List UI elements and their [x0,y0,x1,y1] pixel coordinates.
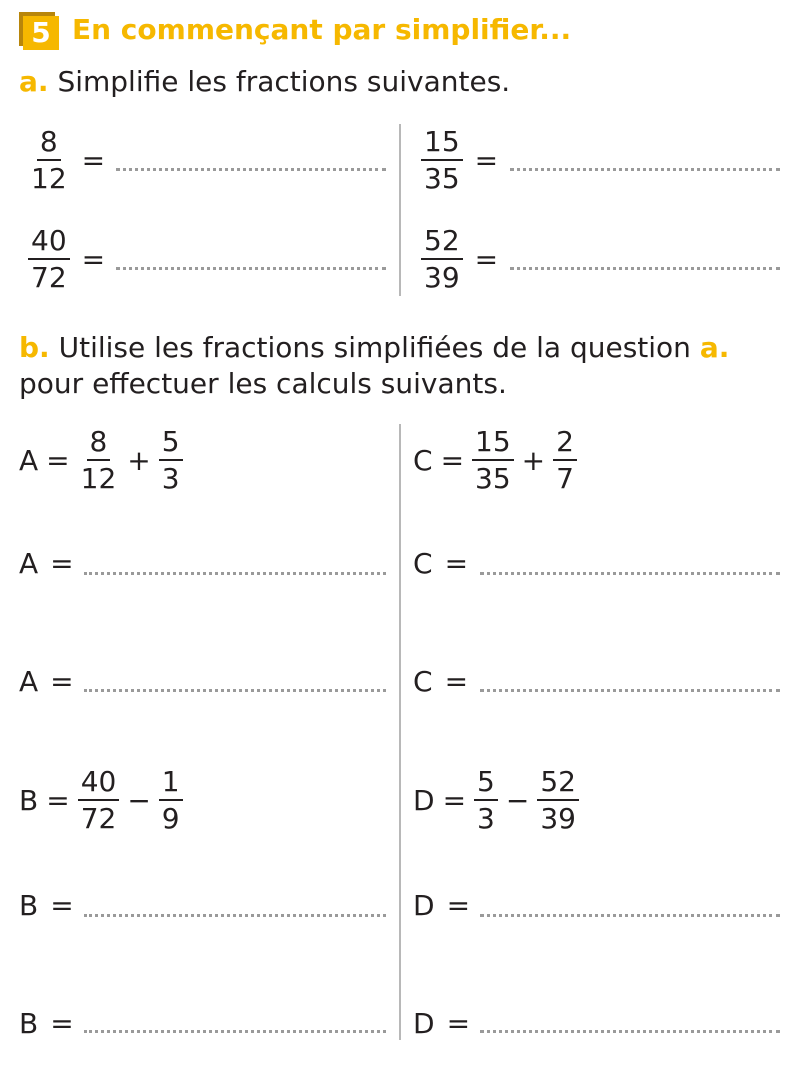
divider-b [399,424,401,1040]
denominator: 72 [31,261,67,294]
answer-line[interactable] [84,1030,386,1033]
operator: + [521,443,546,477]
question-b-text: Utilise les fractions simplifiées de la question [58,331,691,364]
expression-name: D [413,783,435,817]
expression-a [19,427,183,494]
equals-sign: = [50,889,74,922]
fraction [78,767,120,834]
question-b-label: b. [19,331,50,364]
numerator: 2 [553,427,577,461]
equals-sign: = [444,665,469,698]
answer-line[interactable] [510,267,780,270]
answer-row-a [19,549,74,579]
equals-sign: = [46,443,70,477]
fraction [553,427,577,494]
numerator: 15 [421,127,463,161]
numerator: 15 [472,427,514,461]
equals-sign: = [474,143,499,177]
answer-row-d [413,891,470,921]
fraction-row [421,127,498,194]
equals-sign: = [474,242,499,276]
numerator: 5 [159,427,183,461]
question-a [19,64,510,100]
answer-line[interactable] [480,1030,780,1033]
fraction-row [28,226,105,293]
denominator: 72 [80,802,117,835]
fraction [537,767,579,834]
equals-sign: = [446,889,471,922]
equals-sign: = [50,1007,74,1040]
fraction [474,767,498,834]
numerator: 40 [78,767,120,801]
operator: + [127,443,151,477]
answer-line[interactable] [84,914,386,917]
expression-name: A [19,547,39,580]
fraction [28,226,70,293]
fraction [421,226,463,293]
numerator: 8 [37,127,61,161]
denominator: 3 [161,462,180,495]
equals-sign: = [81,143,106,177]
answer-line[interactable] [116,168,386,171]
equals-sign: = [81,242,106,276]
numerator: 5 [474,767,498,801]
exercise-number: 5 [23,16,59,50]
answer-row-b [19,1009,74,1039]
denominator: 9 [161,802,180,835]
answer-line[interactable] [116,267,386,270]
answer-row-d [413,1009,470,1039]
numerator: 52 [421,226,463,260]
question-a-label: a. [19,65,49,98]
exercise-number-badge [19,12,59,50]
numerator: 40 [28,226,70,260]
expression-name: B [19,783,39,817]
equals-sign: = [46,783,70,817]
expression-name: D [413,1007,435,1040]
numerator: 1 [159,767,183,801]
answer-line[interactable] [480,689,780,692]
expression-name: B [19,1007,39,1040]
question-a-text: Simplifie les fractions suivantes. [57,65,511,98]
answer-line[interactable] [480,914,780,917]
divider-a [399,124,401,296]
answer-row-b [19,891,74,921]
answer-line[interactable] [480,572,780,575]
question-b-text-line2: pour effectuer les calculs suivants. [19,367,507,400]
answer-line[interactable] [84,689,386,692]
fraction [159,767,183,834]
fraction [421,127,463,194]
numerator: 8 [87,427,111,461]
expression-name: A [19,443,39,477]
answer-row-c [413,549,468,579]
denominator: 35 [424,162,460,195]
expression-d [413,767,579,834]
equals-sign: = [446,1007,471,1040]
fraction-row [28,127,105,194]
expression-name: A [19,665,39,698]
fraction [472,427,514,494]
denominator: 3 [477,802,495,835]
denominator: 39 [540,802,576,835]
equals-sign: = [442,783,467,817]
expression-name: C [413,547,433,580]
answer-row-c [413,667,468,697]
denominator: 35 [475,462,511,495]
denominator: 12 [80,462,117,495]
question-reference: a. [699,331,730,364]
expression-c [413,427,577,494]
equals-sign: = [50,547,74,580]
expression-name: D [413,889,435,922]
denominator: 39 [424,261,460,294]
answer-row-a [19,667,74,697]
operator: − [505,783,530,817]
expression-name: B [19,889,39,922]
denominator: 7 [556,462,574,495]
equals-sign: = [50,665,74,698]
fraction [159,427,183,494]
operator: − [127,783,151,817]
expression-b [19,767,183,834]
expression-name: C [413,443,433,477]
fraction-row [421,226,498,293]
equals-sign: = [444,547,469,580]
answer-line[interactable] [84,572,386,575]
expression-name: C [413,665,433,698]
exercise-title: En commençant par simplifier... [72,13,572,46]
fraction [28,127,70,194]
equals-sign: = [440,443,465,477]
answer-line[interactable] [510,168,780,171]
fraction [78,427,120,494]
question-b [19,330,729,366]
numerator: 52 [537,767,579,801]
denominator: 12 [31,162,67,195]
